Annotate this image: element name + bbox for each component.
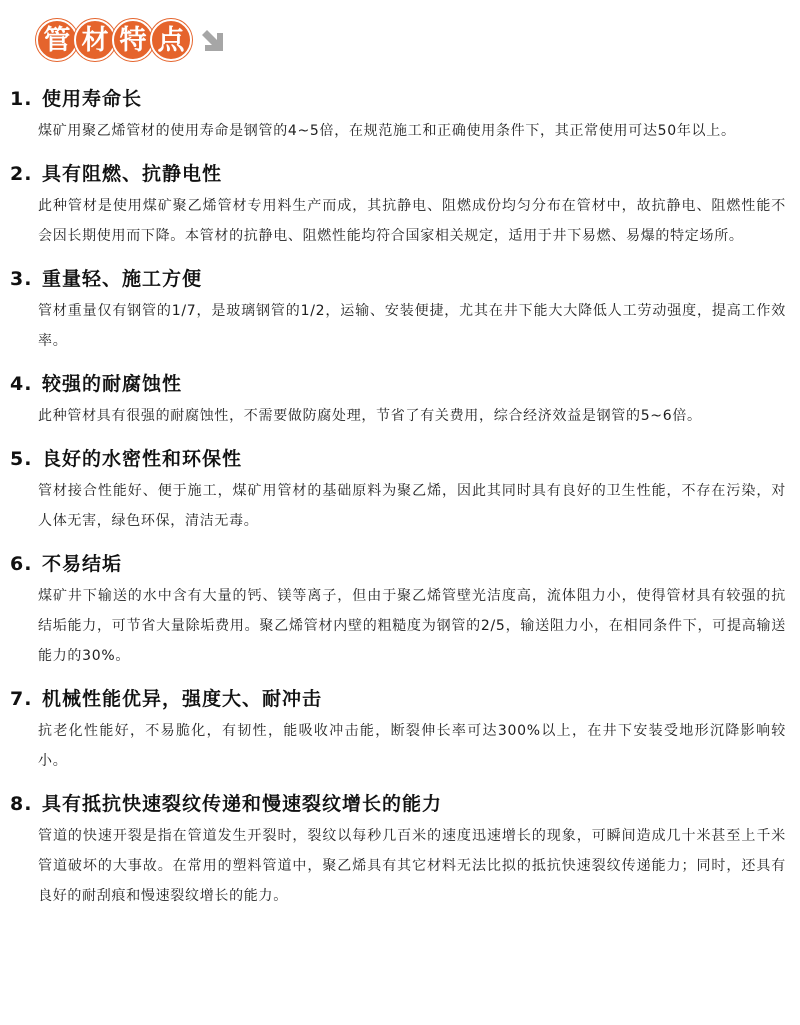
feature-description: 煤矿用聚乙烯管材的使用寿命是钢管的4~5倍，在规范施工和正确使用条件下，其正常使用可达50年以上。 (38, 123, 736, 139)
feature-title-text: 使用寿命长 (42, 88, 143, 110)
feature-title-text: 机械性能优异，强度大、耐冲击 (42, 688, 323, 710)
feature-number: 6. (10, 553, 33, 575)
arrow-down-right-icon (198, 26, 226, 54)
header-title-char: 管 (36, 19, 78, 61)
feature-description: 管材重量仅有钢管的1/7，是玻璃钢管的1/2，运输、安装便捷，尤其在井下能大大降低人工劳动强度，提高工作效率。 (38, 303, 786, 349)
feature-item (0, 549, 800, 671)
feature-title (0, 84, 800, 114)
feature-item (0, 84, 800, 146)
feature-item (0, 789, 800, 911)
feature-item (0, 444, 800, 536)
feature-number: 2. (10, 163, 33, 185)
header-title-char: 点 (150, 19, 192, 61)
feature-title (0, 789, 800, 819)
feature-title-text: 较强的耐腐蚀性 (42, 373, 183, 395)
feature-number: 8. (10, 793, 33, 815)
feature-title-text: 不易结垢 (42, 553, 123, 575)
feature-number: 5. (10, 448, 33, 470)
feature-item (0, 369, 800, 431)
header-title-char: 特 (112, 19, 154, 61)
feature-title-text: 具有阻燃、抗静电性 (42, 163, 223, 185)
feature-description: 管材接合性能好、便于施工，煤矿用管材的基础原料为聚乙烯，因此其同时具有良好的卫生性能，不存在污染，对人体无害，绿色环保，清洁无毒。 (38, 483, 786, 529)
feature-item (0, 159, 800, 251)
feature-title (0, 264, 800, 294)
feature-number: 7. (10, 688, 33, 710)
feature-list (0, 84, 800, 924)
feature-item (0, 684, 800, 776)
feature-description: 抗老化性能好，不易脆化，有韧性，能吸收冲击能，断裂伸长率可达300%以上，在井下安装受地形沉降影响较小。 (38, 723, 786, 769)
feature-title-text: 良好的水密性和环保性 (42, 448, 243, 470)
header-title-badge (36, 19, 188, 61)
feature-title (0, 549, 800, 579)
feature-title-text: 重量轻、施工方便 (42, 268, 203, 290)
feature-description: 煤矿井下输送的水中含有大量的钙、镁等离子，但由于聚乙烯管壁光洁度高，流体阻力小，使得管材具有较强的抗结垢能力，可节省大量除垢费用。聚乙烯管材内壁的粗糙度为钢管的2/5，输送阻力小，在相同条件下，可提高输送能力的30%。 (38, 588, 786, 664)
feature-number: 1. (10, 88, 33, 110)
feature-title (0, 159, 800, 189)
feature-title-text: 具有抵抗快速裂纹传递和慢速裂纹增长的能力 (42, 793, 443, 815)
feature-title (0, 369, 800, 399)
feature-item (0, 264, 800, 356)
feature-number: 4. (10, 373, 33, 395)
feature-title (0, 444, 800, 474)
section-header (36, 18, 226, 62)
header-title-char: 材 (74, 19, 116, 61)
feature-title (0, 684, 800, 714)
feature-description: 此种管材是使用煤矿聚乙烯管材专用料生产而成，其抗静电、阻燃成份均匀分布在管材中，故抗静电、阻燃性能不会因长期使用而下降。本管材的抗静电、阻燃性能均符合国家相关规定，适用于井下易燃、易爆的特定场所。 (38, 198, 786, 244)
feature-description: 此种管材具有很强的耐腐蚀性，不需要做防腐处理，节省了有关费用，综合经济效益是钢管的5~6倍。 (38, 408, 702, 424)
feature-description: 管道的快速开裂是指在管道发生开裂时，裂纹以每秒几百米的速度迅速增长的现象，可瞬间造成几十米甚至上千米管道破坏的大事故。在常用的塑料管道中，聚乙烯具有其它材料无法比拟的抵抗快速裂纹传递能力；同时，还具有良好的耐刮痕和慢速裂纹增长的能力。 (38, 828, 786, 904)
feature-number: 3. (10, 268, 33, 290)
